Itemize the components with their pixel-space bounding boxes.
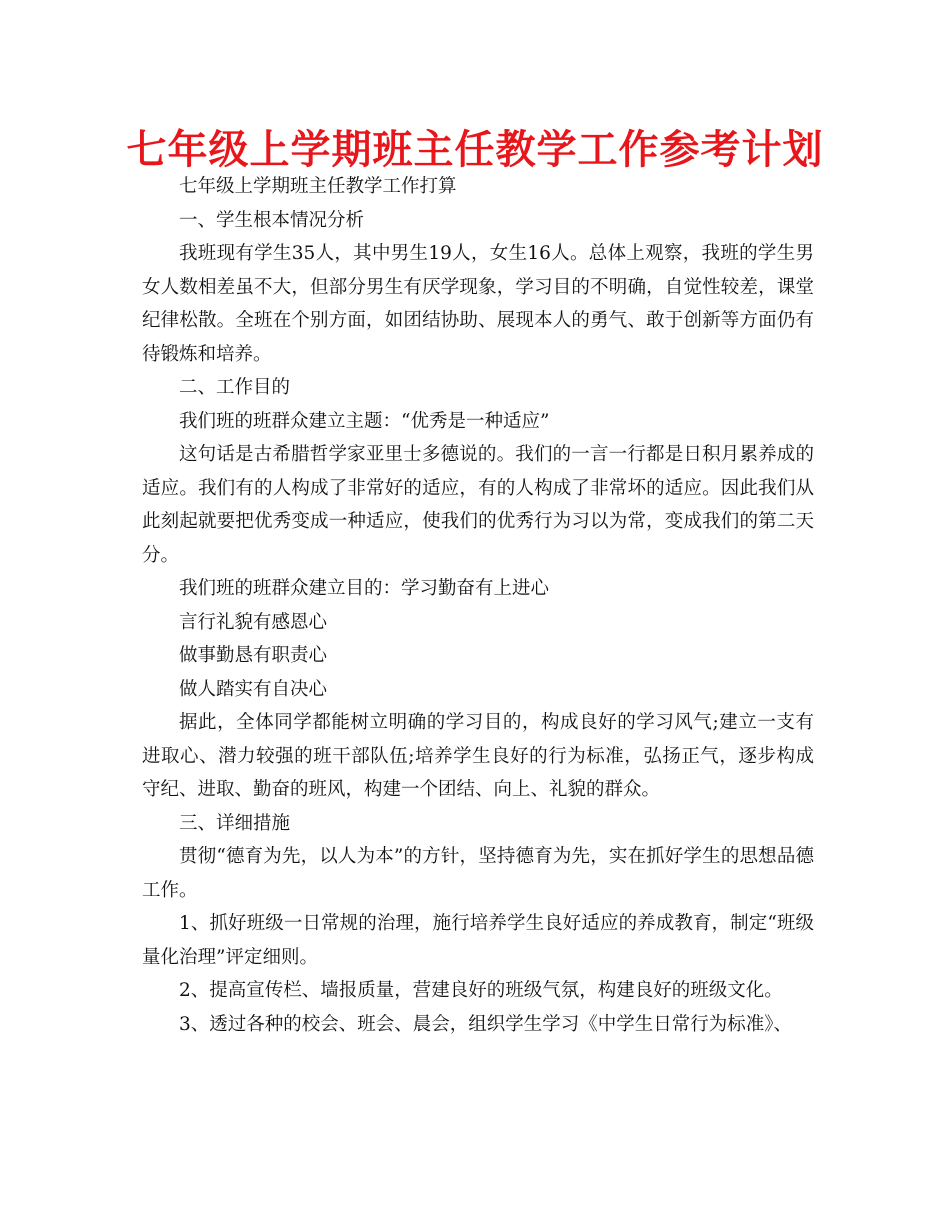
section-heading: 一、学生根本情况分析: [179, 209, 365, 231]
document-body: [142, 170, 814, 1041]
list-item: 2、提高宣传栏、墙报质量，营建良好的班级气氛，构建良好的班级文化。: [179, 980, 783, 1001]
section-heading: 二、工作目的: [179, 377, 291, 398]
paragraph: 做人踏实有自决心: [179, 678, 328, 700]
paragraph: 我们班的班群众建立主题：“优秀是一种适应”: [179, 410, 550, 432]
list-item: 1、抓好班级一日常规的治理，施行培养学生良好适应的养成教育，制定“班级量化治理”评定细则。: [142, 913, 814, 968]
paragraph: 七年级上学期班主任教学工作打算: [179, 176, 457, 197]
paragraph: 做事勤恳有职责心: [179, 645, 328, 666]
paragraph: 这句话是古希腊哲学家亚里士多德说的。我们的一言一行都是日积月累养成的适应。我们有的人构成了非常好的适应，有的人构成了非常坏的适应。因此我们从此刻起就要把优秀变成一种适应，使我们的优秀行为习以为常，变成我们的第二天分。: [142, 444, 814, 566]
paragraph: 我们班的班群众建立目的：学习勤奋有上进心: [179, 578, 550, 599]
list-item: 3、透过各种的校会、班会、晨会，组织学生学习《中学生日常行为标准》、: [179, 1013, 793, 1035]
section-heading: 三、详细措施: [179, 812, 291, 834]
paragraph: 据此，全体同学都能树立明确的学习目的，构成良好的学习风气;建立一支有进取心、潜力较强的班干部队伍;培养学生良好的行为标准，弘扬正气，逐步构成守纪、进取、勤奋的班风，构建一个团结、向上、礼貌的群众。: [142, 712, 814, 800]
paragraph: 贯彻“德育为先，以人为本”的方针，坚持德育为先，实在抓好学生的思想品德工作。: [142, 846, 814, 901]
paragraph: 我班现有学生35人，其中男生19人，女生16人。总体上观察，我班的学生男女人数相差虽不大，但部分男生有厌学现象，学习目的不明确，自觉性较差，课堂纪律松散。全班在个别方面，如团结协助、展现本人的勇气、敢于创新等方面仍有待锻炼和培养。: [142, 243, 814, 365]
document-title: 七年级上学期班主任教学工作参考计划: [126, 127, 824, 173]
paragraph: 言行礼貌有感恩心: [179, 611, 328, 633]
